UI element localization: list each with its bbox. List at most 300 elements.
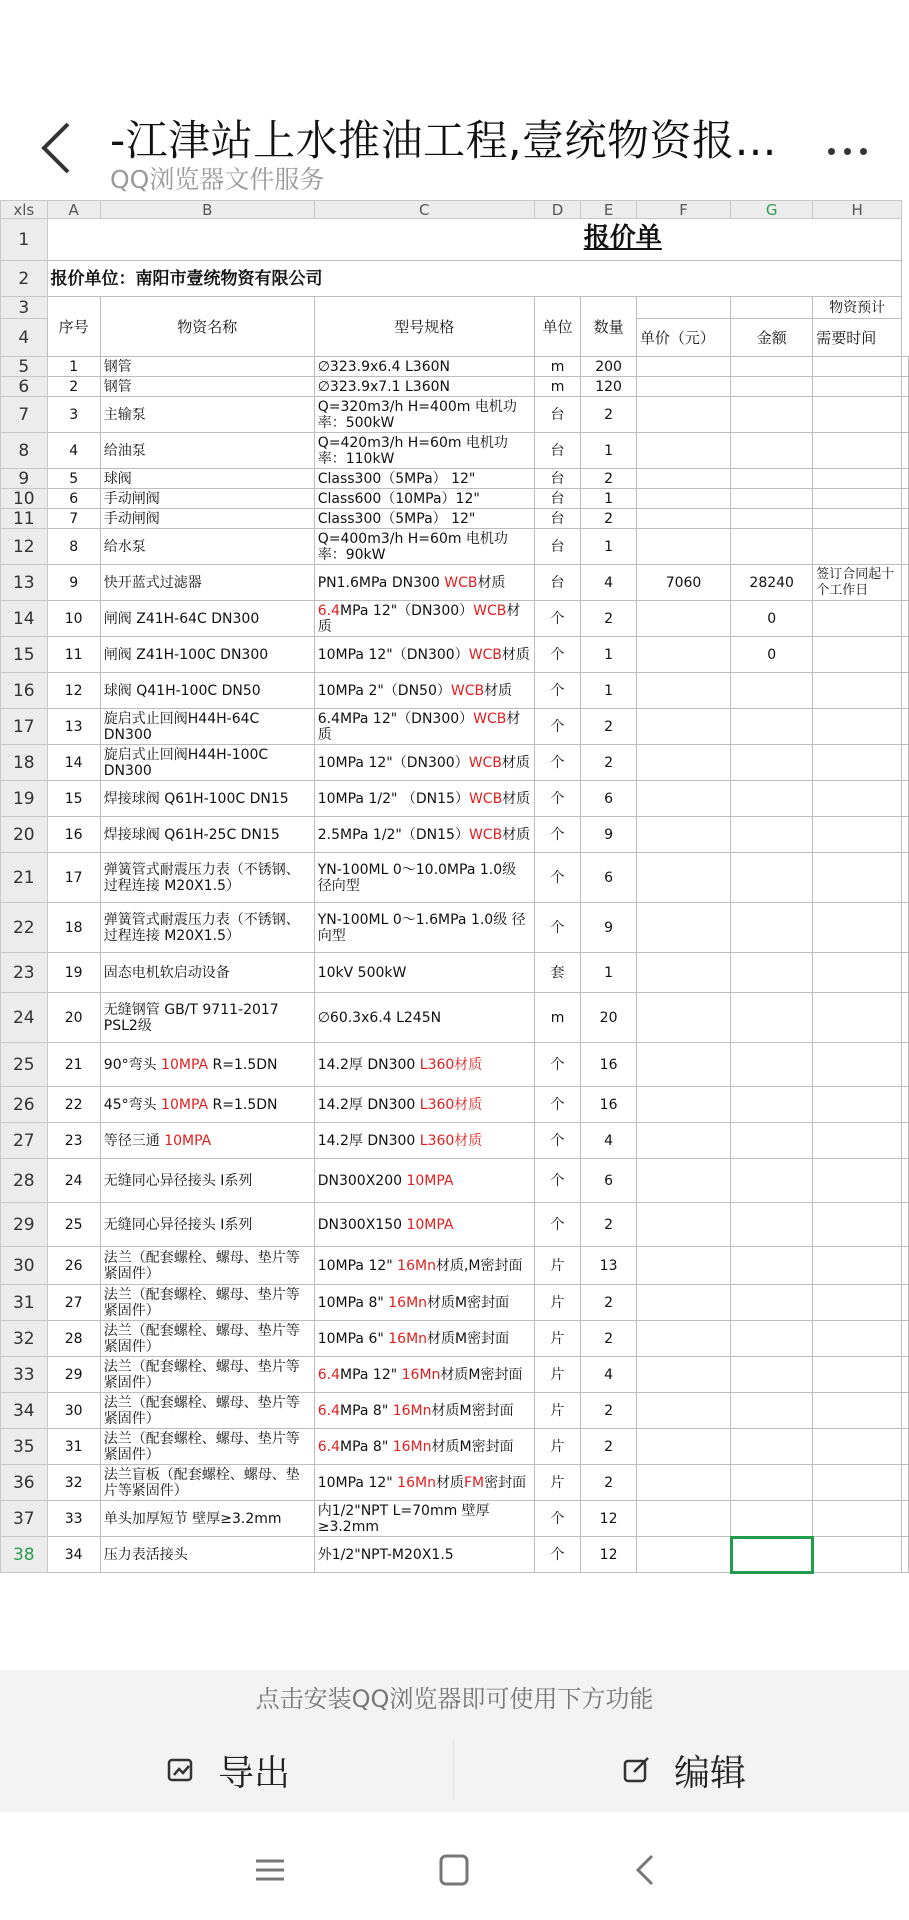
seq-cell[interactable]: 27 (47, 1285, 100, 1321)
name-cell[interactable] (100, 1123, 314, 1159)
amount-cell[interactable] (731, 1321, 813, 1357)
amount-cell[interactable] (731, 709, 813, 745)
row-header[interactable]: 1 (1, 219, 48, 261)
cell[interactable] (902, 817, 909, 853)
amount-cell[interactable] (731, 1247, 813, 1285)
time-cell[interactable] (813, 433, 902, 469)
time-cell[interactable] (813, 1247, 902, 1285)
cell[interactable] (902, 1321, 909, 1357)
qty-cell[interactable]: 2 (581, 1321, 637, 1357)
amount-cell[interactable] (731, 853, 813, 903)
column-header[interactable]: F (636, 201, 730, 219)
row-header[interactable]: 14 (1, 601, 48, 637)
spec-cell[interactable] (314, 817, 534, 853)
row-header[interactable]: 15 (1, 637, 48, 673)
time-cell[interactable] (813, 1159, 902, 1203)
seq-cell[interactable]: 29 (47, 1357, 100, 1393)
spec-cell[interactable] (314, 1203, 534, 1247)
header-unit[interactable]: 单位 (534, 297, 580, 357)
price-cell[interactable] (636, 1357, 730, 1393)
unit-cell[interactable]: 片 (534, 1247, 580, 1285)
amount-cell[interactable] (731, 377, 813, 397)
header-forecast[interactable]: 物资预计 (813, 297, 902, 319)
time-cell[interactable] (813, 1429, 902, 1465)
amount-cell[interactable] (731, 357, 813, 377)
time-cell[interactable] (813, 509, 902, 529)
cell[interactable] (902, 397, 909, 433)
row-header[interactable]: 17 (1, 709, 48, 745)
seq-cell[interactable]: 26 (47, 1247, 100, 1285)
amount-cell[interactable] (731, 673, 813, 709)
row-header[interactable]: 28 (1, 1159, 48, 1203)
amount-cell[interactable] (731, 1123, 813, 1159)
cell[interactable] (902, 1537, 909, 1573)
unit-cell[interactable]: 个 (534, 853, 580, 903)
cell[interactable] (902, 433, 909, 469)
seq-cell[interactable]: 5 (47, 469, 100, 489)
cell[interactable] (902, 1393, 909, 1429)
spec-cell[interactable] (314, 1537, 534, 1573)
spec-cell[interactable] (314, 1159, 534, 1203)
unit-cell[interactable]: 个 (534, 637, 580, 673)
sheet-title-cell[interactable] (47, 219, 901, 261)
qty-cell[interactable]: 1 (581, 433, 637, 469)
unit-cell[interactable]: 个 (534, 745, 580, 781)
header-amount[interactable]: 金额 (731, 319, 813, 357)
seq-cell[interactable]: 8 (47, 529, 100, 565)
time-cell[interactable] (813, 1285, 902, 1321)
qty-cell[interactable]: 12 (581, 1501, 637, 1537)
name-cell[interactable] (100, 1247, 314, 1285)
spreadsheet[interactable] (0, 200, 909, 1670)
spec-cell[interactable] (314, 565, 534, 601)
unit-cell[interactable]: 片 (534, 1321, 580, 1357)
seq-cell[interactable]: 32 (47, 1465, 100, 1501)
seq-cell[interactable]: 10 (47, 601, 100, 637)
unit-cell[interactable]: 台 (534, 433, 580, 469)
unit-cell[interactable]: 个 (534, 601, 580, 637)
price-cell[interactable] (636, 529, 730, 565)
price-cell[interactable] (636, 673, 730, 709)
time-cell[interactable] (813, 745, 902, 781)
row-header[interactable]: 16 (1, 673, 48, 709)
unit-cell[interactable]: 台 (534, 469, 580, 489)
qty-cell[interactable]: 2 (581, 601, 637, 637)
seq-cell[interactable]: 23 (47, 1123, 100, 1159)
price-cell[interactable] (636, 1285, 730, 1321)
qty-cell[interactable]: 13 (581, 1247, 637, 1285)
seq-cell[interactable]: 9 (47, 565, 100, 601)
spec-cell[interactable] (314, 1247, 534, 1285)
name-cell[interactable] (100, 1159, 314, 1203)
price-cell[interactable] (636, 853, 730, 903)
seq-cell[interactable]: 31 (47, 1429, 100, 1465)
unit-cell[interactable]: 个 (534, 1501, 580, 1537)
amount-cell[interactable] (731, 1357, 813, 1393)
amount-cell[interactable] (731, 817, 813, 853)
spec-cell[interactable] (314, 1429, 534, 1465)
seq-cell[interactable]: 20 (47, 993, 100, 1043)
qty-cell[interactable]: 6 (581, 781, 637, 817)
name-cell[interactable] (100, 1393, 314, 1429)
amount-cell[interactable]: 0 (731, 601, 813, 637)
unit-cell[interactable]: 片 (534, 1465, 580, 1501)
spec-cell[interactable] (314, 357, 534, 377)
spec-cell[interactable] (314, 489, 534, 509)
time-cell[interactable] (813, 953, 902, 993)
unit-cell[interactable]: 片 (534, 1393, 580, 1429)
row-header[interactable]: 13 (1, 565, 48, 601)
name-cell[interactable] (100, 397, 314, 433)
name-cell[interactable] (100, 529, 314, 565)
header-qty[interactable]: 数量 (581, 297, 637, 357)
name-cell[interactable] (100, 601, 314, 637)
cell[interactable] (902, 529, 909, 565)
seq-cell[interactable]: 19 (47, 953, 100, 993)
seq-cell[interactable]: 4 (47, 433, 100, 469)
row-header[interactable]: 6 (1, 377, 48, 397)
row-header[interactable]: 4 (1, 319, 48, 357)
time-cell[interactable] (813, 489, 902, 509)
time-cell[interactable] (813, 817, 902, 853)
name-cell[interactable] (100, 953, 314, 993)
qty-cell[interactable]: 4 (581, 565, 637, 601)
name-cell[interactable] (100, 1087, 314, 1123)
price-cell[interactable] (636, 1501, 730, 1537)
spec-cell[interactable] (314, 953, 534, 993)
time-cell[interactable] (813, 1043, 902, 1087)
spec-cell[interactable] (314, 903, 534, 953)
qty-cell[interactable]: 2 (581, 469, 637, 489)
qty-cell[interactable]: 4 (581, 1123, 637, 1159)
qty-cell[interactable]: 1 (581, 673, 637, 709)
amount-cell[interactable] (731, 1465, 813, 1501)
cell[interactable] (902, 673, 909, 709)
price-cell[interactable] (636, 817, 730, 853)
column-header[interactable]: B (100, 201, 314, 219)
unit-cell[interactable]: 个 (534, 1159, 580, 1203)
unit-cell[interactable]: 个 (534, 1537, 580, 1573)
price-cell[interactable]: 7060 (636, 565, 730, 601)
amount-cell[interactable] (731, 1501, 813, 1537)
name-cell[interactable] (100, 1537, 314, 1573)
cell[interactable] (902, 637, 909, 673)
row-header[interactable]: 21 (1, 853, 48, 903)
spec-cell[interactable] (314, 433, 534, 469)
row-header[interactable]: 36 (1, 1465, 48, 1501)
cell[interactable] (902, 601, 909, 637)
name-cell[interactable] (100, 1357, 314, 1393)
price-cell[interactable] (636, 1247, 730, 1285)
qty-cell[interactable]: 16 (581, 1087, 637, 1123)
row-header[interactable]: 20 (1, 817, 48, 853)
spec-cell[interactable] (314, 993, 534, 1043)
cell[interactable] (902, 781, 909, 817)
qty-cell[interactable]: 2 (581, 1429, 637, 1465)
amount-cell[interactable] (731, 469, 813, 489)
row-header[interactable]: 3 (1, 297, 48, 319)
unit-cell[interactable]: 个 (534, 817, 580, 853)
unit-cell[interactable]: m (534, 377, 580, 397)
qty-cell[interactable]: 1 (581, 529, 637, 565)
cell[interactable] (636, 297, 730, 319)
price-cell[interactable] (636, 1537, 730, 1573)
time-cell[interactable] (813, 1537, 902, 1573)
cell[interactable] (902, 1357, 909, 1393)
amount-cell[interactable] (731, 1537, 813, 1573)
unit-cell[interactable]: 片 (534, 1357, 580, 1393)
row-header[interactable]: 23 (1, 953, 48, 993)
name-cell[interactable] (100, 745, 314, 781)
amount-cell[interactable] (731, 903, 813, 953)
cell[interactable] (902, 745, 909, 781)
price-cell[interactable] (636, 1203, 730, 1247)
qty-cell[interactable]: 1 (581, 953, 637, 993)
spec-cell[interactable] (314, 637, 534, 673)
qty-cell[interactable]: 1 (581, 489, 637, 509)
time-cell[interactable] (813, 1357, 902, 1393)
more-options-icon[interactable] (828, 140, 878, 154)
time-cell[interactable] (813, 377, 902, 397)
name-cell[interactable] (100, 469, 314, 489)
time-cell[interactable] (813, 1087, 902, 1123)
price-cell[interactable] (636, 903, 730, 953)
time-cell[interactable] (813, 529, 902, 565)
name-cell[interactable] (100, 853, 314, 903)
amount-cell[interactable] (731, 1159, 813, 1203)
cell[interactable] (902, 1285, 909, 1321)
name-cell[interactable] (100, 1501, 314, 1537)
qty-cell[interactable]: 2 (581, 397, 637, 433)
price-cell[interactable] (636, 1159, 730, 1203)
column-header[interactable]: C (314, 201, 534, 219)
spec-cell[interactable] (314, 1465, 534, 1501)
unit-cell[interactable]: 个 (534, 1203, 580, 1247)
seq-cell[interactable]: 28 (47, 1321, 100, 1357)
time-cell[interactable] (813, 637, 902, 673)
spec-cell[interactable] (314, 1393, 534, 1429)
seq-cell[interactable]: 22 (47, 1087, 100, 1123)
price-cell[interactable] (636, 993, 730, 1043)
row-header[interactable]: 33 (1, 1357, 48, 1393)
price-cell[interactable] (636, 1123, 730, 1159)
name-cell[interactable] (100, 509, 314, 529)
price-cell[interactable] (636, 377, 730, 397)
amount-cell[interactable] (731, 1429, 813, 1465)
name-cell[interactable] (100, 377, 314, 397)
cell[interactable] (902, 1429, 909, 1465)
amount-cell[interactable]: 0 (731, 637, 813, 673)
seq-cell[interactable]: 17 (47, 853, 100, 903)
cell[interactable] (902, 1203, 909, 1247)
name-cell[interactable] (100, 1203, 314, 1247)
price-cell[interactable] (636, 601, 730, 637)
seq-cell[interactable]: 21 (47, 1043, 100, 1087)
header-name[interactable]: 物资名称 (100, 297, 314, 357)
name-cell[interactable] (100, 433, 314, 469)
spec-cell[interactable] (314, 673, 534, 709)
qty-cell[interactable]: 6 (581, 853, 637, 903)
name-cell[interactable] (100, 1285, 314, 1321)
seq-cell[interactable]: 18 (47, 903, 100, 953)
qty-cell[interactable]: 120 (581, 377, 637, 397)
spec-cell[interactable] (314, 1087, 534, 1123)
amount-cell[interactable] (731, 509, 813, 529)
unit-cell[interactable]: 个 (534, 1087, 580, 1123)
column-header[interactable]: D (534, 201, 580, 219)
price-cell[interactable] (636, 1429, 730, 1465)
back-nav-icon[interactable] (626, 1852, 666, 1888)
row-header[interactable]: 35 (1, 1429, 48, 1465)
time-cell[interactable] (813, 903, 902, 953)
qty-cell[interactable]: 2 (581, 1465, 637, 1501)
name-cell[interactable] (100, 781, 314, 817)
menu-icon[interactable] (250, 1852, 290, 1888)
column-header[interactable]: H (813, 201, 902, 219)
row-header[interactable]: 37 (1, 1501, 48, 1537)
unit-cell[interactable]: 台 (534, 489, 580, 509)
spec-cell[interactable] (314, 781, 534, 817)
row-header[interactable]: 27 (1, 1123, 48, 1159)
cell[interactable] (902, 1123, 909, 1159)
row-header[interactable]: 19 (1, 781, 48, 817)
time-cell[interactable] (813, 469, 902, 489)
seq-cell[interactable]: 34 (47, 1537, 100, 1573)
column-header[interactable]: A (47, 201, 100, 219)
company-cell[interactable]: 报价单位：南阳市壹统物资有限公司 (47, 261, 901, 297)
qty-cell[interactable]: 2 (581, 745, 637, 781)
spec-cell[interactable] (314, 1043, 534, 1087)
name-cell[interactable] (100, 817, 314, 853)
row-header[interactable]: 2 (1, 261, 48, 297)
name-cell[interactable] (100, 357, 314, 377)
seq-cell[interactable]: 13 (47, 709, 100, 745)
row-header[interactable]: 18 (1, 745, 48, 781)
row-header[interactable]: 8 (1, 433, 48, 469)
header-spec[interactable]: 型号规格 (314, 297, 534, 357)
cell[interactable] (902, 509, 909, 529)
amount-cell[interactable] (731, 1393, 813, 1429)
name-cell[interactable] (100, 993, 314, 1043)
row-header[interactable]: 22 (1, 903, 48, 953)
unit-cell[interactable]: 个 (534, 673, 580, 709)
install-notice[interactable]: 点击安装QQ浏览器即可使用下方功能 (0, 1670, 909, 1728)
time-cell[interactable] (813, 853, 902, 903)
amount-cell[interactable] (731, 781, 813, 817)
qty-cell[interactable]: 2 (581, 709, 637, 745)
row-header[interactable]: 25 (1, 1043, 48, 1087)
spec-cell[interactable] (314, 745, 534, 781)
row-header[interactable]: 7 (1, 397, 48, 433)
cell[interactable] (902, 709, 909, 745)
cell[interactable] (902, 1159, 909, 1203)
amount-cell[interactable] (731, 1203, 813, 1247)
seq-cell[interactable]: 1 (47, 357, 100, 377)
time-cell[interactable] (813, 1393, 902, 1429)
seq-cell[interactable]: 30 (47, 1393, 100, 1429)
export-button[interactable] (166, 1728, 290, 1812)
amount-cell[interactable] (731, 953, 813, 993)
price-cell[interactable] (636, 1087, 730, 1123)
cell[interactable] (902, 853, 909, 903)
unit-cell[interactable]: 个 (534, 1043, 580, 1087)
qty-cell[interactable]: 2 (581, 1285, 637, 1321)
cell[interactable] (902, 1247, 909, 1285)
seq-cell[interactable]: 16 (47, 817, 100, 853)
amount-cell[interactable] (731, 1285, 813, 1321)
price-cell[interactable] (636, 397, 730, 433)
spec-cell[interactable] (314, 1357, 534, 1393)
spec-cell[interactable] (314, 709, 534, 745)
qty-cell[interactable]: 6 (581, 1159, 637, 1203)
time-cell[interactable] (813, 1203, 902, 1247)
qty-cell[interactable]: 20 (581, 993, 637, 1043)
unit-cell[interactable]: 台 (534, 397, 580, 433)
spec-cell[interactable] (314, 1501, 534, 1537)
unit-cell[interactable]: 套 (534, 953, 580, 993)
time-cell[interactable] (813, 357, 902, 377)
price-cell[interactable] (636, 781, 730, 817)
seq-cell[interactable]: 14 (47, 745, 100, 781)
row-header[interactable]: 38 (1, 1537, 48, 1573)
cell[interactable] (902, 1087, 909, 1123)
price-cell[interactable] (636, 637, 730, 673)
qty-cell[interactable]: 1 (581, 637, 637, 673)
seq-cell[interactable]: 11 (47, 637, 100, 673)
row-header[interactable]: 30 (1, 1247, 48, 1285)
price-cell[interactable] (636, 745, 730, 781)
header-time[interactable]: 需要时间 (813, 319, 902, 357)
cell[interactable] (902, 953, 909, 993)
column-header-selected[interactable]: G (731, 201, 813, 219)
time-cell[interactable] (813, 781, 902, 817)
cell[interactable] (902, 469, 909, 489)
column-header[interactable]: E (581, 201, 637, 219)
qty-cell[interactable]: 200 (581, 357, 637, 377)
cell[interactable] (902, 489, 909, 509)
row-header[interactable]: 29 (1, 1203, 48, 1247)
seq-cell[interactable]: 2 (47, 377, 100, 397)
spec-cell[interactable] (314, 1123, 534, 1159)
unit-cell[interactable]: 台 (534, 529, 580, 565)
cell[interactable] (902, 565, 909, 601)
unit-cell[interactable]: 台 (534, 509, 580, 529)
time-cell[interactable] (813, 397, 902, 433)
price-cell[interactable] (636, 1321, 730, 1357)
unit-cell[interactable]: 片 (534, 1285, 580, 1321)
name-cell[interactable] (100, 1321, 314, 1357)
spreadsheet-grid[interactable] (0, 200, 909, 1573)
seq-cell[interactable]: 33 (47, 1501, 100, 1537)
name-cell[interactable] (100, 903, 314, 953)
row-header[interactable]: 34 (1, 1393, 48, 1429)
seq-cell[interactable]: 25 (47, 1203, 100, 1247)
seq-cell[interactable]: 6 (47, 489, 100, 509)
qty-cell[interactable]: 9 (581, 817, 637, 853)
row-header[interactable]: 12 (1, 529, 48, 565)
cell[interactable] (902, 377, 909, 397)
seq-cell[interactable]: 3 (47, 397, 100, 433)
time-cell[interactable] (813, 673, 902, 709)
price-cell[interactable] (636, 1393, 730, 1429)
seq-cell[interactable]: 7 (47, 509, 100, 529)
unit-cell[interactable]: 个 (534, 1123, 580, 1159)
spec-cell[interactable] (314, 1285, 534, 1321)
cell[interactable] (902, 1043, 909, 1087)
time-cell[interactable] (813, 601, 902, 637)
name-cell[interactable] (100, 1429, 314, 1465)
header-seq[interactable]: 序号 (47, 297, 100, 357)
